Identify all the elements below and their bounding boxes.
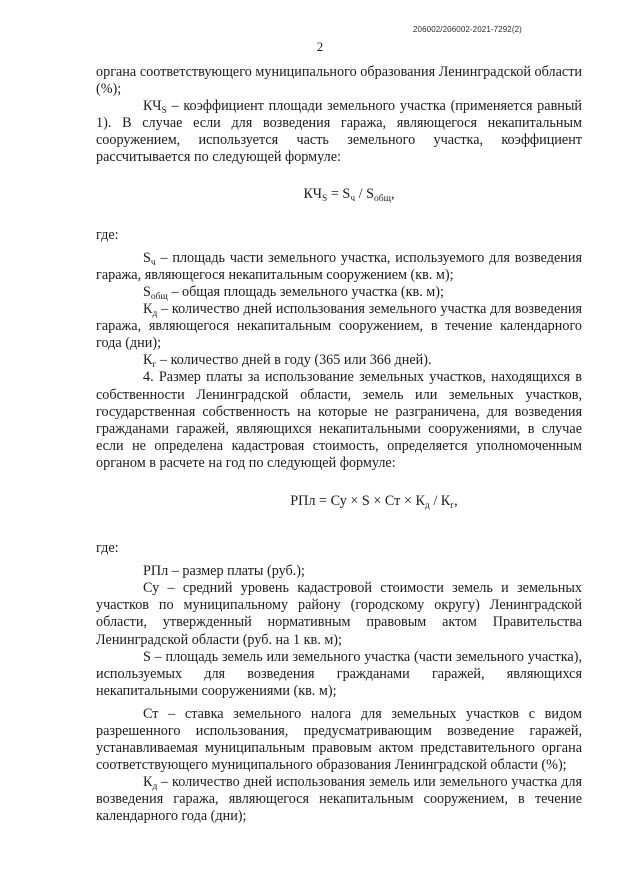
- definition-sch: [96, 250, 582, 284]
- definition-s: S – площадь земель или земельного участка (части земельного участка), используемых для возведения гражданами гаражей, являющихся некапитальными сооружениями (кв. м);: [96, 648, 582, 699]
- page-number: 2: [316, 39, 324, 54]
- definition-st: Ст – ставка земельного налога для земельных участков с видом разрешенного использования, предусматривающим возведение гаражей, устанавливаемая муниципальным правовым актом представительного органа соответствующего муниципального образования Ленинградской области (%);: [96, 705, 582, 774]
- formula-rpl-kg: / К: [429, 492, 451, 509]
- symbol-kg: К: [143, 352, 153, 369]
- formula-kch: [96, 167, 582, 227]
- definition-kch: [96, 98, 582, 166]
- definition-sch-text: – площадь части земельного участка, используемого для возведения гаража, являющегося некапитальным сооружением (кв. м);: [96, 249, 582, 283]
- definition-kd-2: [96, 774, 582, 825]
- where-label: где:: [96, 226, 119, 243]
- document-body: [96, 64, 582, 826]
- formula-kch-mid-sub: ч: [350, 193, 356, 204]
- formula-kch-mid: = S: [327, 185, 351, 202]
- definition-kg-text: – количество дней в году (365 или 366 дней).: [156, 352, 432, 369]
- definition-rpl: РПл – размер платы (руб.);: [143, 563, 305, 580]
- symbol-kch-subscript: S: [161, 106, 167, 117]
- formula-rpl-kg-sub: г: [450, 500, 455, 511]
- symbol-sobsh: S: [143, 283, 151, 300]
- clause-4: 4. Размер платы за использование земельных участков, находящихся в собственности Ленинградской области, земель или земельных участков, государственная собственность на которые не разграничена, для возведения гражданами гаражей, являющихся некапитальными сооружениями, в случае если не определена кадастровая стоимость, определяется уполномоченным органом в расчете на год по следующей формуле:: [96, 369, 582, 471]
- definition-su: Су – средний уровень кадастровой стоимости земель и земельных участков по муниципальному району (городскому округу) Ленинградской области, утвержденный нормативным правовым актом Правительства Ленинградской области (руб. на 1 кв. м);: [96, 580, 582, 648]
- symbol-kg-sub: г: [152, 360, 157, 371]
- formula-rpl: [96, 472, 582, 540]
- formula-rpl-main: РПл = Су × S × Ст × К: [290, 492, 425, 509]
- formula-rpl-kd-sub: д: [424, 500, 430, 511]
- formula-kch-left-sub: S: [322, 193, 328, 204]
- symbol-sobsh-sub: общ: [150, 291, 168, 302]
- formula-kch-right: / S: [355, 185, 375, 202]
- definition-sobsh: [96, 284, 582, 301]
- formula-kch-left: КЧ: [303, 185, 323, 202]
- definition-kch-text: – коэффициент площади земельного участка (применяется равный 1). В случае если для возведения гаража, являющегося некапитальным сооружением, используется часть земельного участка, коэффициент рассчитывается по следующей формуле:: [96, 98, 582, 166]
- formula-kch-end: ,: [390, 185, 395, 202]
- definition-kg: [96, 352, 582, 369]
- symbol-kd-2: К: [143, 774, 153, 791]
- definition-sobsh-text: – общая площадь земельного участка (кв. м);: [167, 283, 444, 300]
- formula-kch-right-sub: общ: [374, 193, 391, 204]
- symbol-kch: КЧ: [143, 98, 162, 115]
- document-id: 206002/206002-2021-7292(2): [413, 25, 522, 34]
- where-label-2: где:: [96, 540, 119, 557]
- paragraph-continuation: органа соответствующего муниципального образования Ленинградской области (%);: [96, 64, 582, 98]
- symbol-kd-2-sub: д: [152, 782, 158, 793]
- symbol-kd: К: [143, 301, 153, 318]
- definition-kd: [96, 301, 582, 352]
- symbol-sch-sub: ч: [150, 257, 156, 268]
- definition-kd-text: – количество дней использования земельного участка для возведения гаража, являющегося некапитальным сооружением, в течение календарного года (дни);: [96, 301, 582, 352]
- definition-kd-2-text: – количество дней использования земель или земельного участка для возведения гаража, являющегося некапитальным сооружением, в течение календарного года (дни);: [96, 774, 582, 825]
- symbol-kd-sub: д: [152, 309, 158, 320]
- symbol-sch: S: [143, 249, 151, 266]
- formula-rpl-end: ,: [454, 492, 458, 509]
